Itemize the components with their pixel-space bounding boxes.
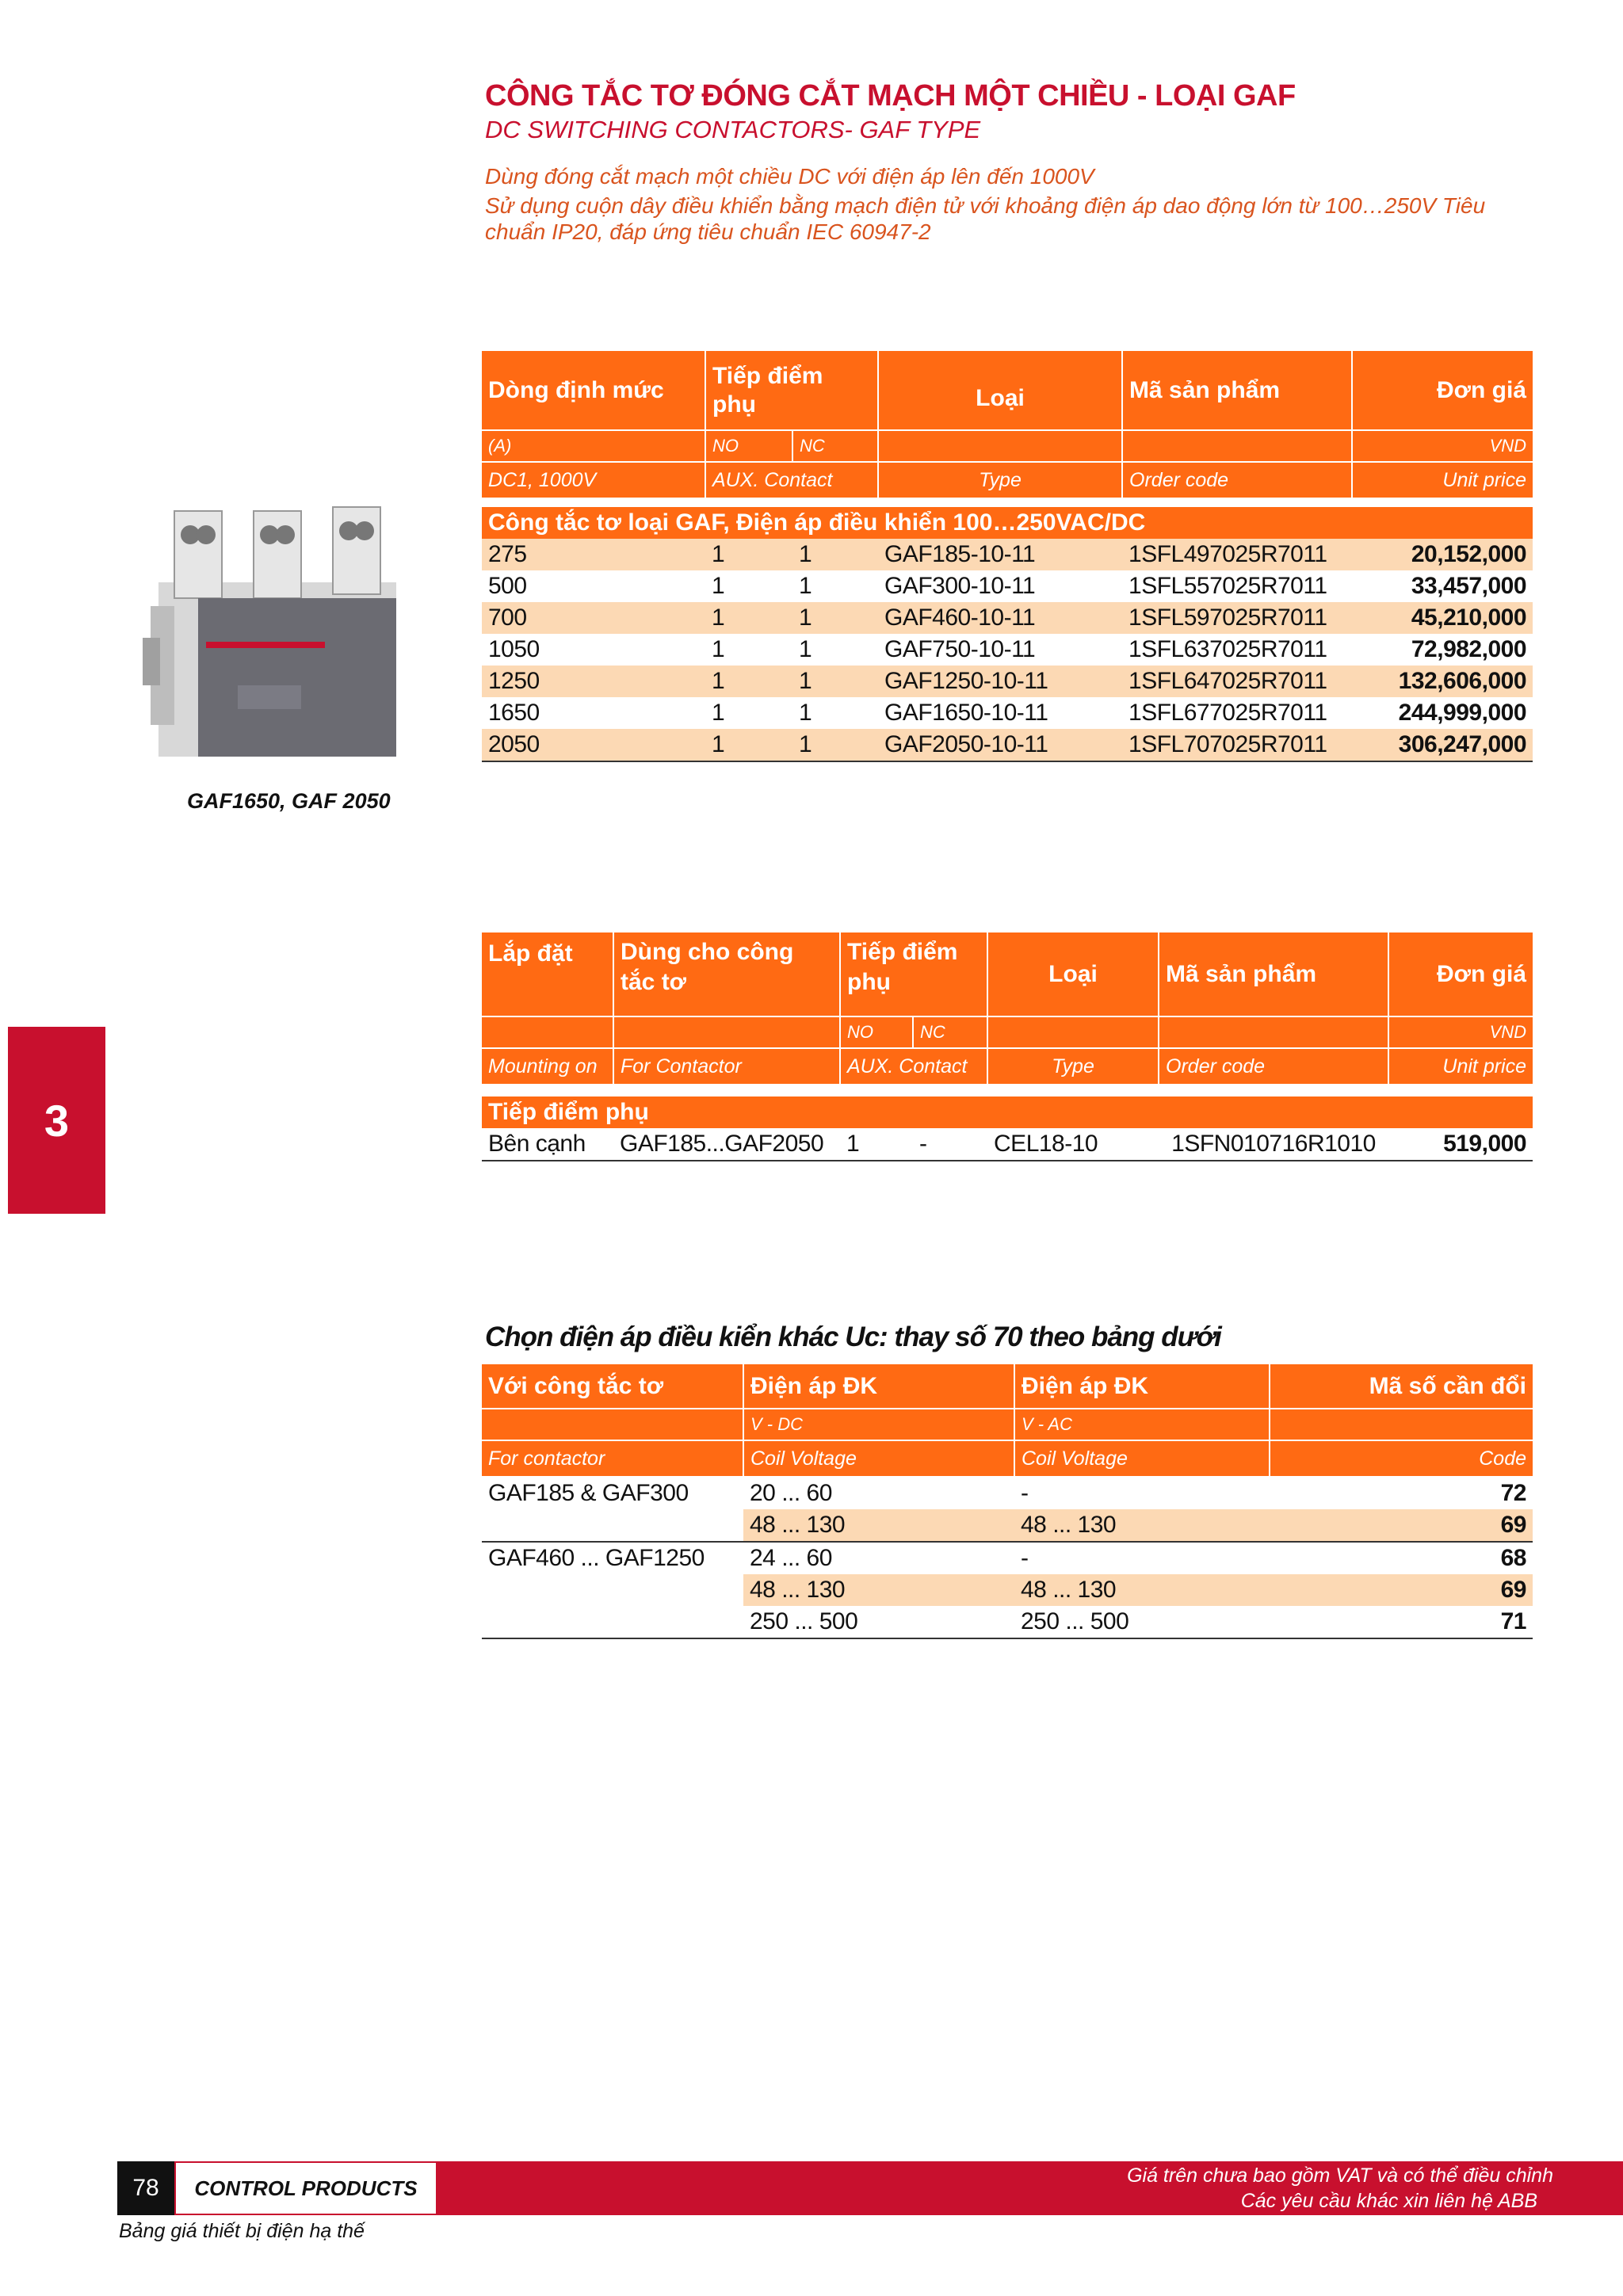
description-line-2: Sử dụng cuộn dây điều khiển bằng mạch điện tử với khoảng điện áp dao động lớn từ 100…250V Tiêu chuẩn IP20, đáp ứng tiêu chuẩn IEC 60947-2 [485,193,1486,244]
col-contactor: Với công tắc tơ [482,1364,743,1409]
unit-price-en: Unit price [1352,462,1533,498]
type-cell: GAF2050-10-11 [878,729,1122,761]
table-row [482,1128,1533,1161]
price-cell: 33,457,000 [1411,573,1527,599]
col-dc-voltage: Điện áp ĐK [743,1364,1014,1409]
no-cell: 1 [840,1128,913,1161]
code-cell: 69 [1270,1509,1533,1542]
unit-vnd: VND [1352,430,1533,462]
nc-cell: 1 [792,666,878,697]
price-cell: 72,982,000 [1411,636,1527,662]
code-en: Code [1270,1440,1533,1477]
table-row [482,1574,1533,1606]
type-cell: GAF1250-10-11 [878,666,1122,697]
ac-voltage-cell: 48 ... 130 [1014,1574,1270,1606]
dc-voltage-cell: 250 ... 500 [743,1606,1014,1638]
ac-coil-en: Coil Voltage [1014,1440,1270,1477]
no-cell: 1 [705,729,792,761]
order-code-en: Order code [1159,1048,1388,1085]
contactor-cell: GAF185 & GAF300 [482,1477,743,1509]
order-code-cell: 1SFL497025R7011 [1122,539,1352,570]
product-image-caption: GAF1650, GAF 2050 [187,789,391,813]
table-row [482,1477,1533,1509]
type-cell: GAF300-10-11 [884,573,1036,599]
code-cell: 72 [1500,1480,1526,1506]
order-code-cell: 1SFL677025R7011 [1128,700,1327,726]
nc-cell: - [913,1128,987,1161]
table-row [482,539,1533,570]
voltage-table-title: Chọn điện áp điều kiển khác Uc: thay số 70 theo bảng dưới [485,1322,1221,1352]
contactor-cell: GAF460 ... GAF1250 [482,1542,743,1574]
chapter-tab: 3 [8,1027,105,1214]
price-cell: 132,606,000 [1352,666,1533,697]
ac-voltage-cell: - [1021,1545,1029,1571]
col-aux-contact: Tiếp điểm phụ [705,351,878,430]
gaf-contactor-image [143,495,420,772]
price-cell: 244,999,000 [1398,700,1527,726]
price-cell: 20,152,000 [1352,539,1533,570]
rated-current-cell: 2050 [482,729,705,761]
col-unit-price: Đơn giá [1388,933,1533,1016]
price-cell: 306,247,000 [1352,729,1533,761]
code-cell: 69 [1270,1574,1533,1606]
nc-cell: 1 [792,539,878,570]
dc-voltage-cell: 48 ... 130 [743,1574,1014,1606]
rated-current-cell: 700 [482,602,705,634]
col-nc: NC [913,1016,987,1048]
dc-voltage-cell: 20 ... 60 [750,1480,832,1506]
type-en: Type [987,1048,1159,1085]
order-code-cell: 1SFL647025R7011 [1122,666,1352,697]
page-subtitle: DC SWITCHING CONTACTORS- GAF TYPE [485,116,981,143]
table1-section-title: Công tắc tơ loại GAF, Điện áp điều khiển 100…250VAC/DC [482,507,1533,539]
unit-vdc: V - DC [743,1409,1014,1440]
mounting-cell: Bên cạnh [482,1128,613,1161]
no-cell: 1 [712,636,725,662]
col-order-code: Mã sản phẩm [1122,351,1352,430]
nc-cell: 1 [799,700,812,726]
footer-note-contact: Các yêu cầu khác xin liên hệ ABB [1240,2190,1537,2212]
table-row [482,1606,1533,1638]
ac-voltage-cell: - [1021,1480,1029,1506]
no-cell: 1 [705,539,792,570]
table-row [482,570,1533,602]
order-code-cell: 1SFL637025R7011 [1128,636,1327,662]
type-cell: GAF1650-10-11 [884,700,1048,726]
type-cell: GAF460-10-11 [878,602,1122,634]
aux-contact-price-table [482,933,1533,1161]
contactor-cell [482,1509,743,1542]
col-code: Mã số cần đổi [1270,1364,1533,1409]
for-contactor-cell: GAF185...GAF2050 [613,1128,840,1161]
table-row [482,1509,1533,1542]
for-contactor-en: For Contactor [613,1048,840,1085]
aux-contact-en: AUX. Contact [840,1048,987,1085]
unit-price-en: Unit price [1388,1048,1533,1085]
price-cell: 45,210,000 [1352,602,1533,634]
rated-current-cell: 275 [482,539,705,570]
rated-dc: DC1, 1000V [482,462,705,498]
footer-section-name: CONTROL PRODUCTS [174,2161,437,2215]
mounting-en: Mounting on [482,1048,613,1085]
col-for-contactor: Dùng cho công tắc tơ [613,933,840,1016]
order-code-cell: 1SFL557025R7011 [1128,573,1327,599]
footer-note-vat: Giá trên chưa bao gồm VAT và có thể điều chỉnh [1127,2164,1553,2187]
order-code-en: Order code [1122,462,1352,498]
dc-voltage-cell: 48 ... 130 [743,1509,1014,1542]
nc-cell: 1 [792,602,878,634]
dc-voltage-cell: 24 ... 60 [750,1545,832,1571]
code-cell: 68 [1500,1545,1526,1571]
table-row [482,729,1533,761]
no-cell: 1 [705,602,792,634]
type-cell: GAF185-10-11 [878,539,1122,570]
nc-cell: 1 [799,636,812,662]
type-cell: GAF750-10-11 [884,636,1036,662]
col-type: Loại [878,351,1122,430]
col-aux-contact: Tiếp điểm phụ [840,933,987,1016]
coil-voltage-table [482,1364,1533,1639]
footer-document-title: Bảng giá thiết bị điện hạ thế [119,2220,365,2242]
dc-coil-en: Coil Voltage [743,1440,1014,1477]
unit-vac: V - AC [1014,1409,1270,1440]
col-no: NO [705,430,792,462]
ac-voltage-cell: 48 ... 130 [1014,1509,1270,1542]
nc-cell: 1 [799,573,812,599]
ac-voltage-cell: 250 ... 500 [1014,1606,1270,1638]
col-nc: NC [792,430,878,462]
contactor-price-table [482,351,1533,762]
no-cell: 1 [712,700,725,726]
col-type: Loại [987,933,1159,1016]
rated-current-cell: 1050 [488,636,540,662]
no-cell: 1 [712,573,725,599]
col-rated-current: Dòng định mức [482,351,705,430]
page-title: CÔNG TẮC TƠ ĐÓNG CẮT MẠCH MỘT CHIỀU - LOẠI GAF [485,79,1296,113]
col-unit-price: Đơn giá [1352,351,1533,430]
nc-cell: 1 [792,729,878,761]
col-order-code: Mã sản phẩm [1159,933,1388,1016]
table-row [482,1542,1533,1574]
order-code-cell: 1SFL597025R7011 [1122,602,1352,634]
price-cell: 519,000 [1388,1128,1533,1161]
rated-current-cell: 500 [488,573,527,599]
table-row [482,602,1533,634]
table2-section-title: Tiếp điểm phụ [482,1097,1533,1128]
aux-contact-en: AUX. Contact [705,462,878,498]
order-code-cell: 1SFN010716R1010 [1159,1128,1388,1161]
rated-current-cell: 1650 [488,700,540,726]
col-ac-voltage: Điện áp ĐK [1014,1364,1270,1409]
type-cell: CEL18-10 [987,1128,1159,1161]
no-cell: 1 [705,666,792,697]
description-line-1: Dùng đóng cắt mạch một chiều DC với điện áp lên đến 1000V [485,164,1094,189]
code-cell: 71 [1270,1606,1533,1638]
table-row [482,666,1533,697]
rated-current-cell: 1250 [482,666,705,697]
page-number: 78 [117,2161,174,2215]
unit-ampere: (A) [482,430,705,462]
contactor-cell [482,1574,743,1606]
order-code-cell: 1SFL707025R7011 [1122,729,1352,761]
col-mounting: Lắp đặt [482,933,613,1016]
contactor-cell [482,1606,743,1638]
table-row [482,634,1533,666]
table-row [482,697,1533,729]
unit-vnd: VND [1388,1016,1533,1048]
col-no: NO [840,1016,913,1048]
type-en: Type [878,462,1122,498]
contactor-en: For contactor [482,1440,743,1477]
